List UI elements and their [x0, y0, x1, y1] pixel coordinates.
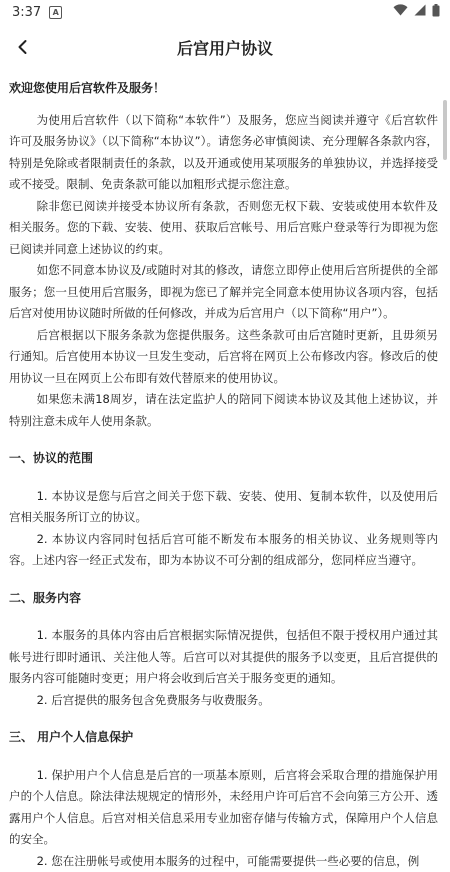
back-button[interactable]: [8, 33, 38, 61]
status-right: [393, 4, 440, 21]
section-paragraph: 2. 本协议内容同时包括后宫可能不断发布本服务的相关协议、业务规则等内容。上述内容一经正式发布，即为本协议不可分割的组成部分，您同样应当遵守。: [9, 529, 438, 572]
section-paragraph: 1. 本服务的具体内容由后宫根据实际情况提供，包括但不限于授权用户通过其帐号进行即时通讯、关注他人等。后宫可以对其提供的服务予以变更，且后宫提供的服务内容可能随时变更；用户将会收到后宫关于服务变更的通知。: [9, 625, 438, 690]
page-title: 后宫用户协议: [177, 36, 273, 59]
scrollbar-thumb[interactable]: [443, 100, 447, 160]
intro-paragraph: 如您不同意本协议及/或随时对其的修改，请您立即停止使用后宫所提供的全部服务；您一旦使用后宫服务，即视为您已了解并完全同意本使用协议各项内容，包括后宫对使用协议随时所做的任何修改，并成为后宫用户（以下简称“用户”）。: [9, 260, 438, 325]
wifi-icon: [393, 4, 408, 20]
signal-icon: [414, 4, 426, 20]
section-title-privacy: 三、 用户个人信息保护: [9, 727, 438, 749]
section-title-scope: 一、协议的范围: [9, 448, 438, 470]
intro-paragraph: 如果您未满18周岁，请在法定监护人的陪同下阅读本协议及其他上述协议，并特别注意未成年人使用条款。: [9, 389, 438, 432]
section-title-service: 二、服务内容: [9, 588, 438, 610]
notification-a-icon: A: [49, 6, 62, 19]
section-paragraph: 2. 您在注册帐号或使用本服务的过程中，可能需要提供一些必要的信息，例: [9, 851, 438, 872]
status-time: 3:37: [12, 5, 41, 20]
intro-paragraph: 除非您已阅读并接受本协议所有条款，否则您无权下载、安装或使用本软件及相关服务。您的下载、安装、使用、获取后宫帐号、用后宫账户登录等行为即视为您已阅读并同意上述协议的约束。: [9, 196, 438, 261]
welcome-heading: 欢迎您使用后宫软件及服务！: [9, 78, 438, 100]
section-paragraph: 1. 本协议是您与后宫之间关于您下载、安装、使用、复制本软件，以及使用后宫相关服务所订立的协议。: [9, 486, 438, 529]
section-paragraph: 1. 保护用户个人信息是后宫的一项基本原则，后宫将会采取合理的措施保护用户的个人信息。除法律法规规定的情形外，未经用户许可后宫不会向第三方公开、透露用户个人信息。后宫对相关信息采用专业加密存储与传输方式，保障用户个人信息的安全。: [9, 765, 438, 851]
section-paragraph: 2. 后宫提供的服务包含免费服务与收费服务。: [9, 690, 438, 712]
toolbar: [0, 24, 450, 70]
status-left: [12, 5, 62, 20]
agreement-content[interactable]: [0, 70, 450, 800]
intro-paragraph: 后宫根据以下服务条款为您提供服务。这些条款可由后宫随时更新，且毋须另行通知。后宫使用本协议一旦发生变动，后宫将在网页上公布修改内容。修改后的使用协议一旦在网页上公布即有效代替原来的使用协议。: [9, 325, 438, 390]
back-arrow-icon: [16, 39, 30, 55]
intro-paragraph: 为使用后宫软件（以下简称“本软件”）及服务，您应当阅读并遵守《后宫软件许可及服务协议》（以下简称“本协议”）。请您务必审慎阅读、充分理解各条款内容，特别是免除或者限制责任的条款，以及开通或使用某项服务的单独协议，并选择接受或不接受。限制、免责条款可能以加粗形式提示您注意。: [9, 110, 438, 196]
status-bar: [0, 0, 450, 24]
battery-icon: [432, 4, 440, 21]
